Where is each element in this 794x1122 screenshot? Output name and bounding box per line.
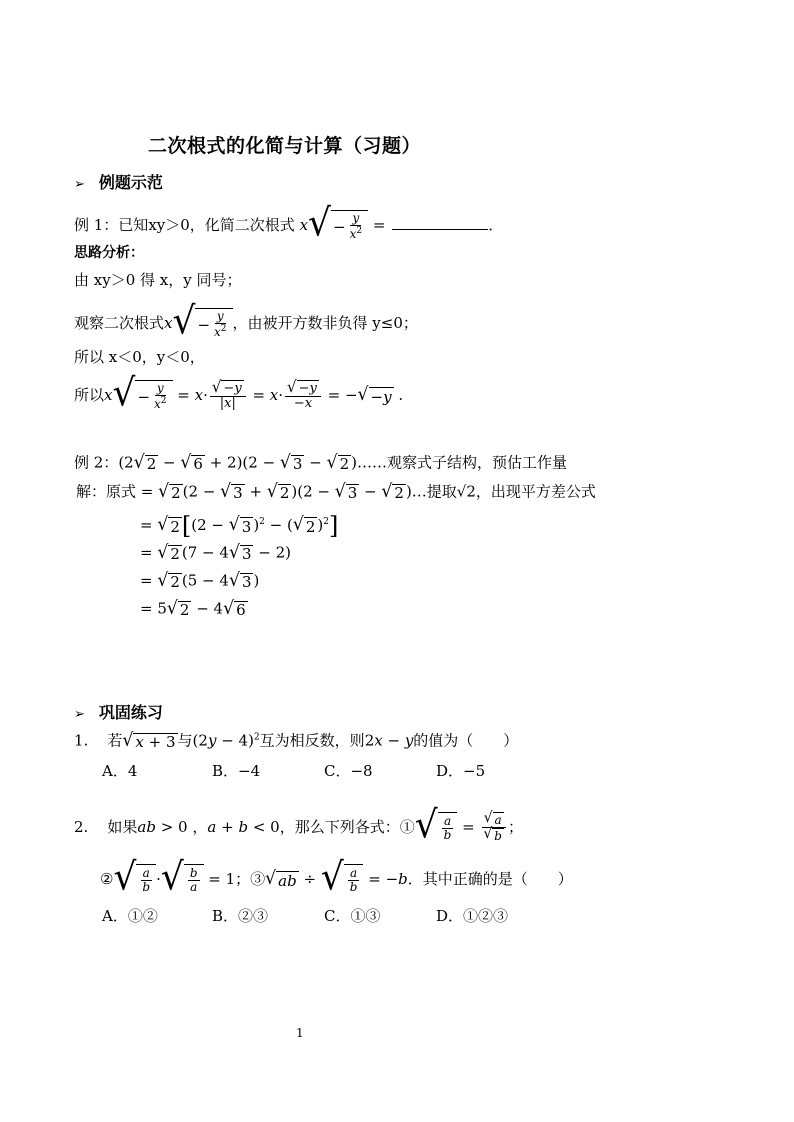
option-c[interactable]: C．−8 [324,762,373,780]
option-c[interactable]: C．①③ [324,907,381,925]
option-a[interactable]: A．①② [102,907,158,925]
option-d[interactable]: D．−5 [436,762,486,780]
analysis-line-1: 由 xy＞0 得 x，y 同号； [74,271,242,289]
arrow-bullet-icon: ➢ [74,707,85,722]
question-2-line-2: ② √ $\frac{a}{b}$ · √ $\frac{b}{a}$ = 1；③ √ ab ÷ √ $\frac{a}{b}$ = −b．其中正确的是（ ） [100,855,573,899]
solution-line-2: = √ 2 [(2 − √ 3 )$^2$ − ( √ 2 )$^2$] [140,512,339,540]
option-a[interactable]: A．4 [102,762,138,780]
arrow-bullet-icon: ➢ [74,177,85,192]
example-1: 例 1：已知xy＞0，化简二次根式 x √ − $\frac{y}{x^2}$ = ． [74,201,504,245]
option-b[interactable]: B．−4 [212,762,261,780]
analysis-line-2: 观察二次根式x √ − $\frac{y}{x^2}$ ，由被开方数非负得 y≤0； [74,299,418,343]
section-title: 例题示范 [98,173,163,192]
analysis-line-3: 所以 x＜0，y＜0， [74,348,205,366]
section-heading-examples [74,170,163,193]
option-b[interactable]: B．②③ [212,907,269,925]
example-2: 例 2：(2 √ 2 − √ 6 + 2)(2 − √ 3 − √ 2 )……观察式子结构，预估工作量 [74,452,567,474]
section-title: 巩固练习 [98,703,163,722]
solution-line-3: = √ 2 (7 − 4 √ 3 − 2) [140,542,291,564]
analysis-heading: 思路分析： [74,245,144,261]
analysis-line-4: 所以x √ − $\frac{y}{x^2}$ = x· √ − y |x| = x· √ − y −x = − √ − y . [74,372,404,416]
question-2: 2. 如果ab > 0 ，a + b < 0，那么下列各式：① √ $\frac{a}{b}$ = √ a √ b ； [74,803,523,847]
answer-blank [392,215,488,230]
page-title: 二次根式的化简与计算（习题） [148,135,422,157]
question-1: 1. 若 √ x + 3 与$(2y - 4)^2$互为相反数，则2x − y的值为（ ） [74,730,519,752]
solution-line-5: = 5 √ 2 − 4 √ 6 [140,598,246,620]
solution-line-1: 解：原式 = √ 2 (2 − √ 3 + √ 2 )(2 − √ 3 − √ 2 )…提取√2，出现平方差公式 [76,481,596,503]
radical-expression: √ − $\frac{y}{x^2}$ [308,210,368,242]
section-heading-practice [74,700,163,723]
option-d[interactable]: D．①②③ [436,907,509,925]
page-number: 1 [296,1026,304,1040]
solution-line-4: = √ 2 (5 − 4 √ 3 ) [140,570,260,592]
